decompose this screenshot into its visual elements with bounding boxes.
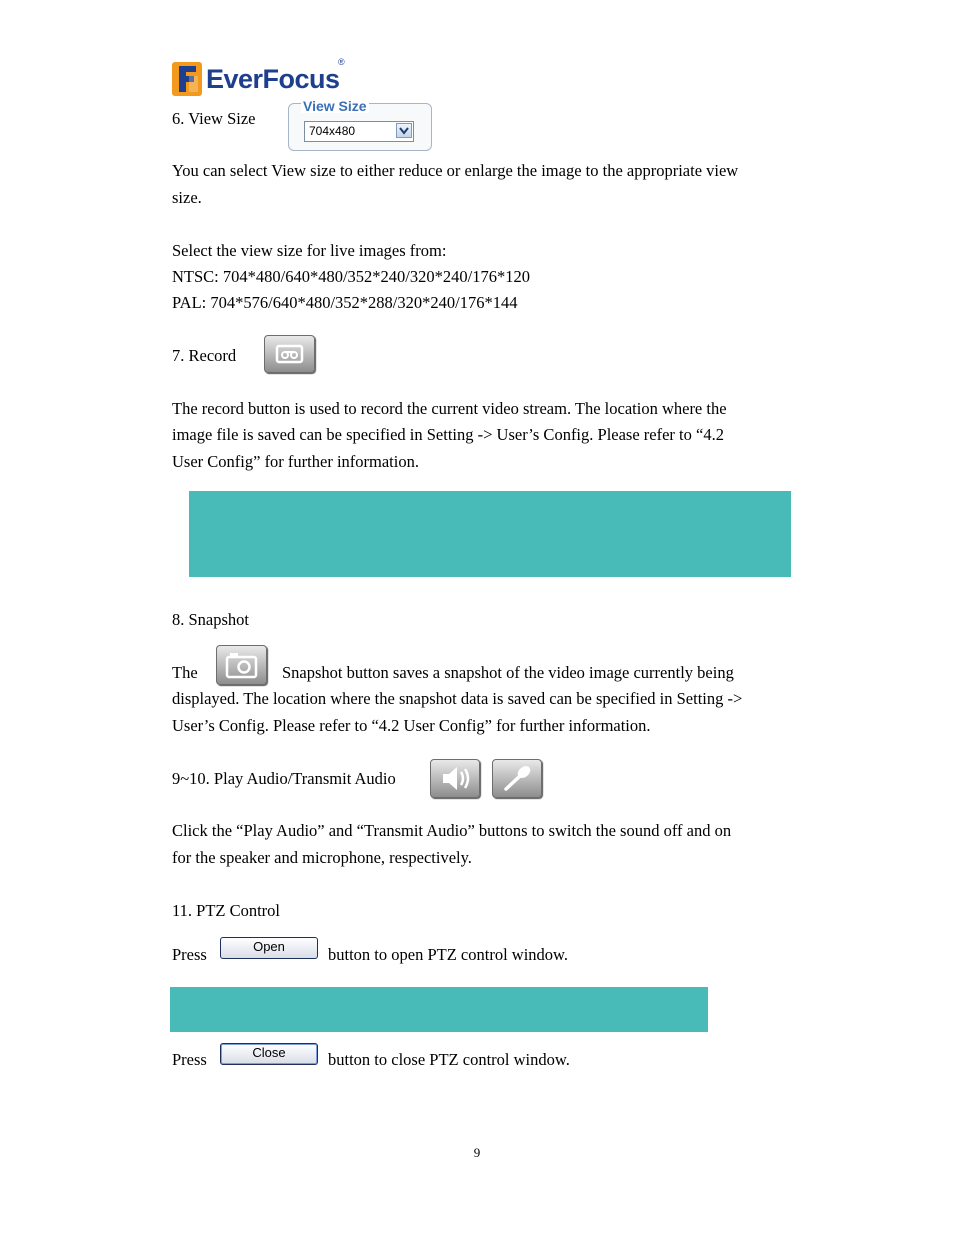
section-8-line3: User’s Config. Please refer to “4.2 User Config” for further information. — [172, 716, 651, 735]
section-8-line1-pre: The — [172, 663, 198, 682]
play-audio-button[interactable] — [430, 759, 480, 798]
view-size-widget — [288, 98, 432, 151]
section-8-line2: displayed. The location where the snapshot data is saved can be specified in Setting -> — [172, 689, 743, 708]
section-6-heading: 6. View Size — [172, 109, 256, 128]
page-number: 9 — [473, 1145, 481, 1160]
microphone-icon — [493, 760, 541, 797]
close-line-pre: Press — [172, 1050, 207, 1069]
section-6-para2-line3: PAL: 704*576/640*480/352*288/320*240/176*144 — [172, 293, 518, 312]
section-11-heading: 11. PTZ Control — [172, 901, 281, 920]
section-6-para1-line2: size. — [172, 188, 202, 207]
camera-icon — [217, 646, 266, 684]
close-line-post: button to close PTZ control window. — [328, 1050, 570, 1069]
section-7-heading: 7. Record — [172, 346, 237, 365]
section-7-line2: image file is saved can be specified in Setting -> User’s Config. Please refer to “4.2 — [172, 425, 724, 444]
section-8-line1-post: Snapshot button saves a snapshot of the video image currently being — [282, 663, 734, 682]
logo-registered-mark: ® — [338, 57, 345, 67]
open-line-post: button to open PTZ control window. — [328, 945, 568, 964]
highlight-box — [189, 491, 791, 577]
section-6-para1-line1: You can select View size to either reduce or enlarge the image to the appropriate view — [172, 161, 739, 180]
section-9-heading: 9~10. Play Audio/Transmit Audio — [172, 769, 396, 788]
everfocus-logo — [172, 57, 345, 97]
section-7-line1: The record button is used to record the current video stream. The location where the — [172, 399, 727, 418]
everfocus-logo-mark — [172, 62, 202, 96]
ptz-open-button[interactable]: Open — [220, 937, 318, 959]
view-size-select[interactable] — [304, 121, 414, 142]
section-7-line3: User Config” for further information. — [172, 452, 419, 471]
highlight-box — [170, 987, 708, 1032]
section-8-heading: 8. Snapshot — [172, 610, 250, 629]
section-6-para2-line2: NTSC: 704*480/640*480/352*240/320*240/176*120 — [172, 267, 530, 286]
logo-wordmark: EverFocus — [206, 64, 340, 94]
view-size-value: 704x480 — [309, 124, 356, 138]
section-9-line1: Click the “Play Audio” and “Transmit Audio” buttons to switch the sound off and on — [172, 821, 732, 840]
section-6-para2-line1: Select the view size for live images from: — [172, 241, 447, 260]
record-button[interactable] — [264, 335, 315, 373]
transmit-audio-button[interactable] — [492, 759, 542, 798]
ptz-close-button[interactable]: Close — [220, 1043, 318, 1065]
open-line-pre: Press — [172, 945, 207, 964]
view-size-legend: View Size — [303, 98, 367, 114]
chevron-down-icon[interactable] — [396, 123, 412, 138]
section-9-line2: for the speaker and microphone, respectively. — [172, 848, 472, 867]
record-tape-icon — [265, 336, 314, 372]
speaker-icon — [431, 760, 479, 797]
snapshot-button[interactable] — [216, 645, 267, 685]
